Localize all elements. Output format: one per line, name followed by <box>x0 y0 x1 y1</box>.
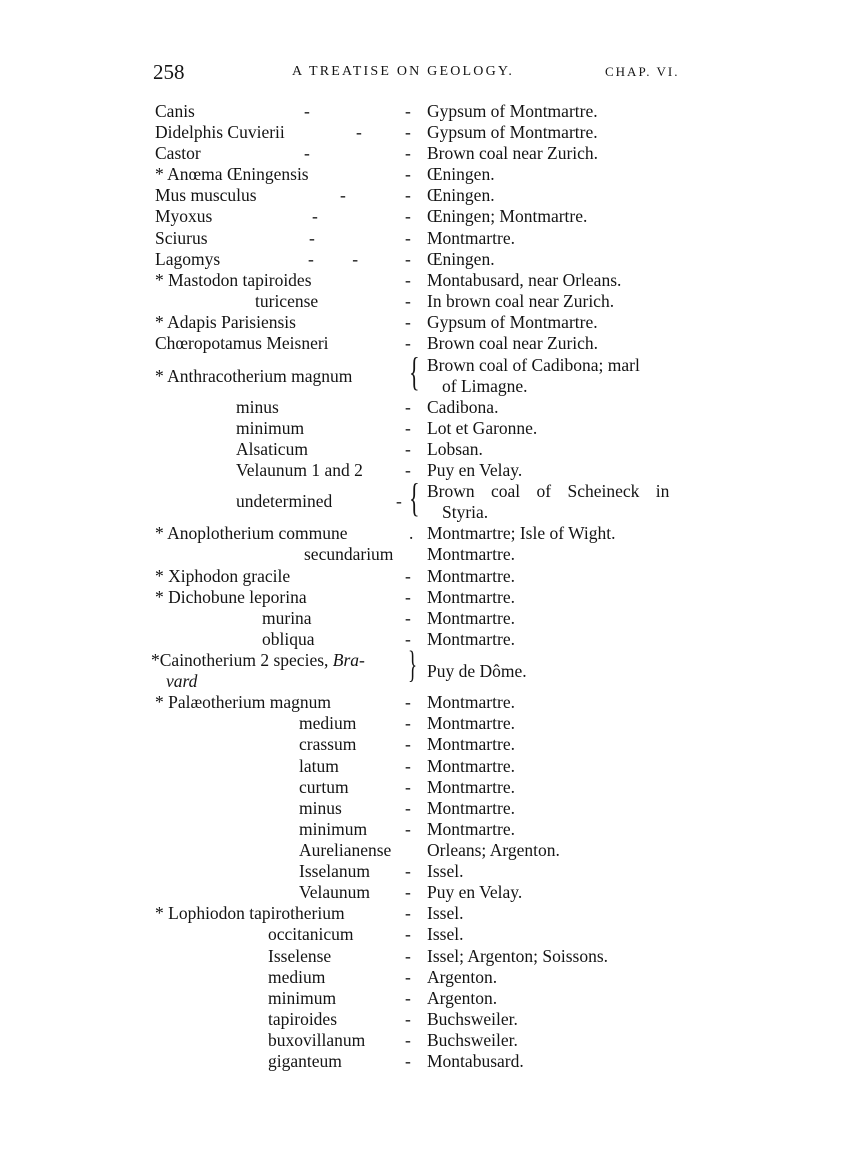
list-item <box>0 143 850 164</box>
locality: Montmartre. <box>427 544 515 564</box>
locality: Gypsum of Montmartre. <box>427 101 598 121</box>
list-item <box>0 777 850 798</box>
list-item <box>0 397 850 418</box>
list-item <box>0 1009 850 1030</box>
brace-symbol: } <box>408 644 418 686</box>
locality: Issel. <box>427 924 464 944</box>
locality: Puy en Velay. <box>427 882 523 902</box>
species-name: murina <box>262 608 312 628</box>
locality: Montmartre. <box>427 756 515 776</box>
separator-dash: - <box>405 460 411 480</box>
species-name: occitanicum <box>268 924 354 944</box>
locality: Lot et Garonne. <box>427 418 538 438</box>
spacer-dash: - <box>356 122 362 142</box>
chapter-label: CHAP. VI. <box>605 64 680 79</box>
locality: Montmartre. <box>427 228 515 248</box>
separator-dash: - <box>405 967 411 987</box>
list-item <box>0 544 850 565</box>
list-item <box>0 840 850 861</box>
locality: Montmartre; Isle of Wight. <box>427 523 616 543</box>
separator-dash: - <box>405 397 411 417</box>
locality: Buchsweiler. <box>427 1030 518 1050</box>
separator-dash: - <box>405 798 411 818</box>
locality-continuation: Styria. <box>442 502 489 522</box>
brace-symbol: { <box>409 475 420 520</box>
separator-dash: - <box>405 333 411 353</box>
list-item <box>0 798 850 819</box>
locality: Œningen. <box>427 164 495 184</box>
species-name: Isselense <box>268 946 332 966</box>
separator-dash: - <box>405 608 411 628</box>
locality: Puy de Dôme. <box>427 661 527 681</box>
locality: Issel. <box>427 903 464 923</box>
locality: Orleans; Argenton. <box>427 840 560 860</box>
species-name: Velaunum <box>299 882 370 902</box>
locality: Brown coal near Zurich. <box>427 143 599 163</box>
list-item <box>0 270 850 291</box>
list-item <box>0 1051 850 1072</box>
species-name: medium <box>268 967 326 987</box>
list-item <box>0 122 850 143</box>
separator-dash: - <box>405 418 411 438</box>
list-item <box>0 566 850 587</box>
species-name: Lagomys <box>155 249 221 269</box>
species-name: obliqua <box>262 629 315 649</box>
separator-dash: - <box>405 164 411 184</box>
separator-dash: - <box>405 206 411 226</box>
separator-dash: - <box>405 777 411 797</box>
list-item <box>0 587 850 608</box>
list-item <box>0 333 850 354</box>
brace-symbol: { <box>409 349 420 394</box>
list-item <box>0 101 850 122</box>
locality: Montmartre. <box>427 692 515 712</box>
separator-dash: - <box>405 713 411 733</box>
species-name: * Anoplotherium commune <box>155 523 348 543</box>
separator-dash: - <box>405 692 411 712</box>
separator-dash: - <box>405 819 411 839</box>
species-name: minimum <box>268 988 337 1008</box>
locality: Montmartre. <box>427 629 515 649</box>
locality: Montmartre. <box>427 798 515 818</box>
species-name: Myoxus <box>155 206 213 226</box>
spacer-dash: - <box>312 206 318 226</box>
species-name: latum <box>299 756 339 776</box>
list-item <box>0 734 850 755</box>
locality: Issel. <box>427 861 464 881</box>
locality: Œningen. <box>427 249 495 269</box>
separator-dash: - <box>405 122 411 142</box>
separator-dash: - <box>405 1030 411 1050</box>
list-item <box>0 164 850 185</box>
page-number: 258 <box>153 60 185 84</box>
separator-dash: - <box>405 924 411 944</box>
locality: Montmartre. <box>427 587 515 607</box>
locality: Buchsweiler. <box>427 1009 518 1029</box>
locality: Montmartre. <box>427 713 515 733</box>
locality-continuation: of Limagne. <box>442 376 528 396</box>
species-name: * Mastodon tapiroides <box>155 270 312 290</box>
separator-dash: - <box>405 270 411 290</box>
list-item <box>0 608 850 629</box>
locality: Œningen; Montmartre. <box>427 206 588 226</box>
spacer-dash: - <box>304 143 310 163</box>
species-name: * Lophiodon tapirotherium <box>155 903 345 923</box>
species-name: Aurelianense <box>299 840 392 860</box>
list-item <box>0 460 850 481</box>
locality: Cadibona. <box>427 397 499 417</box>
list-item <box>0 1030 850 1051</box>
species-name: buxovillanum <box>268 1030 366 1050</box>
locality: Brown coal of Cadibona; marl <box>427 355 640 375</box>
spacer-dash: - - <box>308 249 359 269</box>
locality: In brown coal near Zurich. <box>427 291 615 311</box>
species-name: minus <box>236 397 279 417</box>
list-item <box>0 861 850 882</box>
species-name: Castor <box>155 143 201 163</box>
locality: Œningen. <box>427 185 495 205</box>
list-item <box>0 967 850 988</box>
species-name: Didelphis Cuvierii <box>155 122 285 142</box>
separator-dash: - <box>405 587 411 607</box>
locality: Montmartre. <box>427 566 515 586</box>
locality: Issel; Argenton; Soissons. <box>427 946 609 966</box>
locality: Argenton. <box>427 967 498 987</box>
list-item <box>0 523 850 544</box>
species-name: * Xiphodon gracile <box>155 566 291 586</box>
separator-dash: - <box>405 861 411 881</box>
species-name-text: *Cainotherium 2 species, <box>151 650 329 670</box>
separator-dash: - <box>405 101 411 121</box>
separator-dash: . <box>409 523 414 543</box>
list-item <box>0 988 850 1009</box>
separator-dash: - <box>405 988 411 1008</box>
list-item <box>0 418 850 439</box>
running-title: A TREATISE ON GEOLOGY. <box>292 64 515 79</box>
spacer-dash: - <box>309 228 315 248</box>
separator-dash: - <box>405 143 411 163</box>
list-item <box>0 882 850 903</box>
species-name: medium <box>299 713 357 733</box>
separator-dash: - <box>405 1009 411 1029</box>
species-name: Isselanum <box>299 861 370 881</box>
list-item <box>0 228 850 249</box>
species-name: tapiroides <box>268 1009 338 1029</box>
species-name: Velaunum 1 and 2 <box>236 460 363 480</box>
list-item <box>0 819 850 840</box>
locality: Brown coal near Zurich. <box>427 333 599 353</box>
species-name: minimum <box>236 418 305 438</box>
list-item <box>0 206 850 227</box>
species-name: Chœropotamus Meisneri <box>155 333 329 353</box>
species-name: undetermined <box>236 491 333 511</box>
species-name: * Adapis Parisiensis <box>155 312 296 332</box>
species-name: minimum <box>299 819 368 839</box>
species-name: minus <box>299 798 342 818</box>
species-name: secundarium <box>304 544 394 564</box>
separator-dash: - <box>405 882 411 902</box>
list-item <box>0 249 850 270</box>
locality: Montabusard, near Orleans. <box>427 270 622 290</box>
separator-dash: - <box>405 291 411 311</box>
separator-dash: - <box>405 228 411 248</box>
locality: Montmartre. <box>427 608 515 628</box>
list-item <box>0 185 850 206</box>
spacer-dash: - <box>304 101 310 121</box>
authority-name: Bra- <box>332 650 365 670</box>
list-item <box>0 291 850 312</box>
separator-dash: - <box>405 734 411 754</box>
list-item <box>0 312 850 333</box>
separator-dash: - <box>405 629 411 649</box>
separator-dash: - <box>396 491 402 511</box>
species-name: crassum <box>299 734 357 754</box>
species-name: turicense <box>255 291 319 311</box>
separator-dash: - <box>405 249 411 269</box>
species-name: giganteum <box>268 1051 342 1071</box>
locality: Montmartre. <box>427 777 515 797</box>
authority-continuation: vard <box>166 671 198 691</box>
list-item <box>0 924 850 945</box>
separator-dash: - <box>405 903 411 923</box>
species-name: * Anœma Œningensis <box>155 164 309 184</box>
locality: Montabusard. <box>427 1051 524 1071</box>
list-item <box>0 756 850 777</box>
list-item <box>0 439 850 460</box>
species-name: * Anthracotherium magnum <box>155 366 353 386</box>
species-name: * Dichobune leporina <box>155 587 307 607</box>
separator-dash: - <box>405 439 411 459</box>
list-item <box>0 692 850 713</box>
locality: Gypsum of Montmartre. <box>427 122 598 142</box>
list-item <box>0 903 850 924</box>
separator-dash: - <box>405 185 411 205</box>
species-name: * Palæotherium magnum <box>155 692 331 712</box>
locality: Montmartre. <box>427 734 515 754</box>
species-name: Canis <box>155 101 195 121</box>
list-item <box>0 713 850 734</box>
species-name: Mus musculus <box>155 185 257 205</box>
spacer-dash: - <box>340 185 346 205</box>
locality: Gypsum of Montmartre. <box>427 312 598 332</box>
locality: Brown coal of Scheineck in <box>427 481 670 501</box>
list-item <box>0 629 850 650</box>
species-name: Alsaticum <box>236 439 308 459</box>
separator-dash: - <box>405 946 411 966</box>
locality: Montmartre. <box>427 819 515 839</box>
separator-dash: - <box>405 312 411 332</box>
locality: Puy en Velay. <box>427 460 523 480</box>
species-name: curtum <box>299 777 349 797</box>
separator-dash: - <box>405 566 411 586</box>
list-item <box>0 946 850 967</box>
separator-dash: - <box>405 756 411 776</box>
locality: Argenton. <box>427 988 498 1008</box>
locality: Lobsan. <box>427 439 483 459</box>
species-name: Sciurus <box>155 228 208 248</box>
separator-dash: - <box>405 1051 411 1071</box>
species-name <box>151 650 365 671</box>
